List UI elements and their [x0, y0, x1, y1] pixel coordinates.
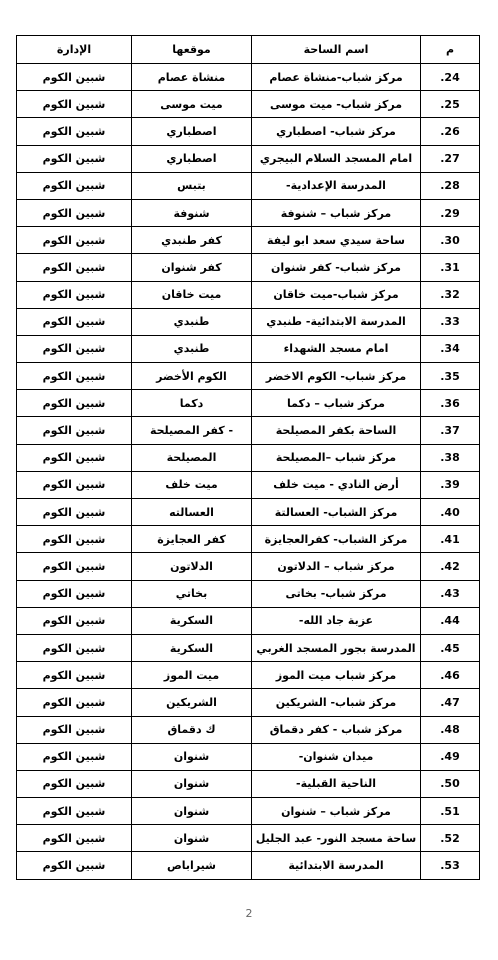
cell-num: .47: [421, 689, 480, 716]
cell-administration: شبين الكوم: [17, 852, 132, 879]
table-row: [17, 607, 480, 634]
cell-arena-name: المدرسة الابتدائية- طنبدي: [252, 308, 421, 335]
cell-arena-name: الناحية القبلية-: [252, 770, 421, 797]
cell-location: الشريكين: [132, 689, 252, 716]
table-row: [17, 580, 480, 607]
cell-location: السكرية: [132, 607, 252, 634]
cell-location: شنوان: [132, 825, 252, 852]
cell-administration: شبين الكوم: [17, 254, 132, 281]
cell-num: .43: [421, 580, 480, 607]
cell-location: المصيلحة: [132, 444, 252, 471]
table-row: [17, 526, 480, 553]
table-row: [17, 281, 480, 308]
cell-arena-name: أرض النادي - ميت خلف: [252, 471, 421, 498]
table-row: [17, 662, 480, 689]
cell-arena-name: مركز شباب- الشريكين: [252, 689, 421, 716]
table-row: [17, 825, 480, 852]
table-row: [17, 417, 480, 444]
cell-num: .24: [421, 64, 480, 91]
cell-location: طنبدي: [132, 308, 252, 335]
cell-administration: شبين الكوم: [17, 526, 132, 553]
cell-arena-name: المدرسة الإعدادية-: [252, 172, 421, 199]
page-number: 2: [245, 907, 253, 920]
cell-administration: شبين الكوم: [17, 716, 132, 743]
cell-administration: شبين الكوم: [17, 118, 132, 145]
cell-location: كفر شنوان: [132, 254, 252, 281]
table-row: [17, 716, 480, 743]
table-row: [17, 363, 480, 390]
cell-location: - كفر المصيلحة: [132, 417, 252, 444]
cell-num: .38: [421, 444, 480, 471]
cell-arena-name: مركز شباب –المصيلحة: [252, 444, 421, 471]
cell-location: العسالته: [132, 499, 252, 526]
table-row: [17, 798, 480, 825]
table-body: [17, 64, 480, 880]
cell-arena-name: ساحة مسجد النور- عبد الجليل: [252, 825, 421, 852]
cell-num: .49: [421, 743, 480, 770]
cell-location: شنوان: [132, 798, 252, 825]
cell-num: .27: [421, 145, 480, 172]
table-row: [17, 308, 480, 335]
cell-num: .50: [421, 770, 480, 797]
cell-administration: شبين الكوم: [17, 471, 132, 498]
cell-administration: شبين الكوم: [17, 145, 132, 172]
cell-location: اصطباري: [132, 145, 252, 172]
cell-location: شيراباص: [132, 852, 252, 879]
cell-num: .28: [421, 172, 480, 199]
cell-location: بتبس: [132, 172, 252, 199]
cell-arena-name: مركز شباب-ميت خاقان: [252, 281, 421, 308]
table-row: [17, 199, 480, 226]
cell-location: الكوم الأخضر: [132, 363, 252, 390]
cell-administration: شبين الكوم: [17, 91, 132, 118]
cell-administration: شبين الكوم: [17, 634, 132, 661]
table-row: [17, 91, 480, 118]
cell-location: شنوان: [132, 770, 252, 797]
cell-arena-name: مركز شباب- الكوم الاخضر: [252, 363, 421, 390]
cell-location: ك دقماق: [132, 716, 252, 743]
cell-administration: شبين الكوم: [17, 363, 132, 390]
cell-arena-name: المدرسة بجور المسجد الغربي: [252, 634, 421, 661]
cell-num: .40: [421, 499, 480, 526]
cell-arena-name: المدرسة الابتدائية: [252, 852, 421, 879]
table-row: [17, 852, 480, 879]
cell-arena-name: مركز الشباب- كفرالعجايزة: [252, 526, 421, 553]
cell-num: .39: [421, 471, 480, 498]
cell-administration: شبين الكوم: [17, 798, 132, 825]
cell-num: .51: [421, 798, 480, 825]
cell-location: طنبدي: [132, 335, 252, 362]
cell-location: منشاة عصام: [132, 64, 252, 91]
cell-location: دكما: [132, 390, 252, 417]
cell-arena-name: مركز شباب ميت الموز: [252, 662, 421, 689]
cell-arena-name: مركز شباب- بخاتى: [252, 580, 421, 607]
cell-administration: شبين الكوم: [17, 281, 132, 308]
cell-num: .26: [421, 118, 480, 145]
cell-num: .52: [421, 825, 480, 852]
cell-arena-name: مركز شباب- ميت موسى: [252, 91, 421, 118]
cell-arena-name: مركز شباب-منشاة عصام: [252, 64, 421, 91]
cell-location: بخاتي: [132, 580, 252, 607]
cell-location: كفر طنبدي: [132, 227, 252, 254]
cell-location: شنوفة: [132, 199, 252, 226]
cell-num: .35: [421, 363, 480, 390]
cell-num: .32: [421, 281, 480, 308]
cell-num: .37: [421, 417, 480, 444]
cell-location: ميت الموز: [132, 662, 252, 689]
cell-arena-name: ساحة سيدي سعد ابو ليفة: [252, 227, 421, 254]
cell-num: .31: [421, 254, 480, 281]
cell-arena-name: مركز شباب - كفر دقماق: [252, 716, 421, 743]
cell-num: .29: [421, 199, 480, 226]
cell-administration: شبين الكوم: [17, 662, 132, 689]
arenas-table: [16, 35, 480, 880]
cell-num: .46: [421, 662, 480, 689]
cell-location: الدلاتون: [132, 553, 252, 580]
cell-num: .36: [421, 390, 480, 417]
cell-location: اصطباري: [132, 118, 252, 145]
cell-location: ميت موسى: [132, 91, 252, 118]
cell-location: ميت خلف: [132, 471, 252, 498]
table-row: [17, 335, 480, 362]
cell-arena-name: الساحة بكفر المصيلحة: [252, 417, 421, 444]
table-row: [17, 499, 480, 526]
cell-administration: شبين الكوم: [17, 825, 132, 852]
cell-administration: شبين الكوم: [17, 172, 132, 199]
table-row: [17, 444, 480, 471]
table-row: [17, 553, 480, 580]
cell-administration: شبين الكوم: [17, 743, 132, 770]
cell-administration: شبين الكوم: [17, 308, 132, 335]
cell-num: .34: [421, 335, 480, 362]
header-num: م: [421, 36, 480, 64]
cell-arena-name: امام مسجد الشهداء: [252, 335, 421, 362]
cell-num: .25: [421, 91, 480, 118]
table-row: [17, 172, 480, 199]
cell-num: .30: [421, 227, 480, 254]
table-row: [17, 227, 480, 254]
cell-arena-name: ميدان شنوان-: [252, 743, 421, 770]
cell-arena-name: مركز الشباب- العسالتة: [252, 499, 421, 526]
cell-administration: شبين الكوم: [17, 444, 132, 471]
cell-num: .41: [421, 526, 480, 553]
header-admin: الإدارة: [17, 36, 132, 64]
table-row: [17, 254, 480, 281]
cell-num: .45: [421, 634, 480, 661]
cell-administration: شبين الكوم: [17, 689, 132, 716]
header-name: اسم الساحة: [252, 36, 421, 64]
cell-num: .48: [421, 716, 480, 743]
cell-administration: شبين الكوم: [17, 64, 132, 91]
cell-location: كفر العجايزة: [132, 526, 252, 553]
table-row: [17, 145, 480, 172]
cell-arena-name: مركز شباب – دكما: [252, 390, 421, 417]
table-header-row: [17, 36, 480, 64]
cell-arena-name: مركز شباب – شنوفة: [252, 199, 421, 226]
cell-location: ميت خاقان: [132, 281, 252, 308]
cell-administration: شبين الكوم: [17, 553, 132, 580]
table-row: [17, 743, 480, 770]
table-row: [17, 64, 480, 91]
table-row: [17, 770, 480, 797]
cell-arena-name: عزبة جاد الله-: [252, 607, 421, 634]
cell-administration: شبين الكوم: [17, 417, 132, 444]
cell-administration: شبين الكوم: [17, 580, 132, 607]
cell-num: .53: [421, 852, 480, 879]
cell-arena-name: مركز شباب- كفر شنوان: [252, 254, 421, 281]
cell-administration: شبين الكوم: [17, 607, 132, 634]
cell-administration: شبين الكوم: [17, 770, 132, 797]
table-row: [17, 390, 480, 417]
table-row: [17, 471, 480, 498]
cell-arena-name: مركز شباب- اصطباري: [252, 118, 421, 145]
table-row: [17, 634, 480, 661]
header-location: موقعها: [132, 36, 252, 64]
cell-location: شنوان: [132, 743, 252, 770]
cell-arena-name: مركز شباب – شنوان: [252, 798, 421, 825]
cell-num: .44: [421, 607, 480, 634]
cell-num: .42: [421, 553, 480, 580]
table-row: [17, 689, 480, 716]
cell-administration: شبين الكوم: [17, 335, 132, 362]
cell-administration: شبين الكوم: [17, 390, 132, 417]
cell-arena-name: امام المسجد السلام البيجري: [252, 145, 421, 172]
cell-num: .33: [421, 308, 480, 335]
cell-administration: شبين الكوم: [17, 499, 132, 526]
cell-administration: شبين الكوم: [17, 199, 132, 226]
table-row: [17, 118, 480, 145]
cell-administration: شبين الكوم: [17, 227, 132, 254]
cell-location: السكرية: [132, 634, 252, 661]
cell-arena-name: مركز شباب – الدلاتون: [252, 553, 421, 580]
